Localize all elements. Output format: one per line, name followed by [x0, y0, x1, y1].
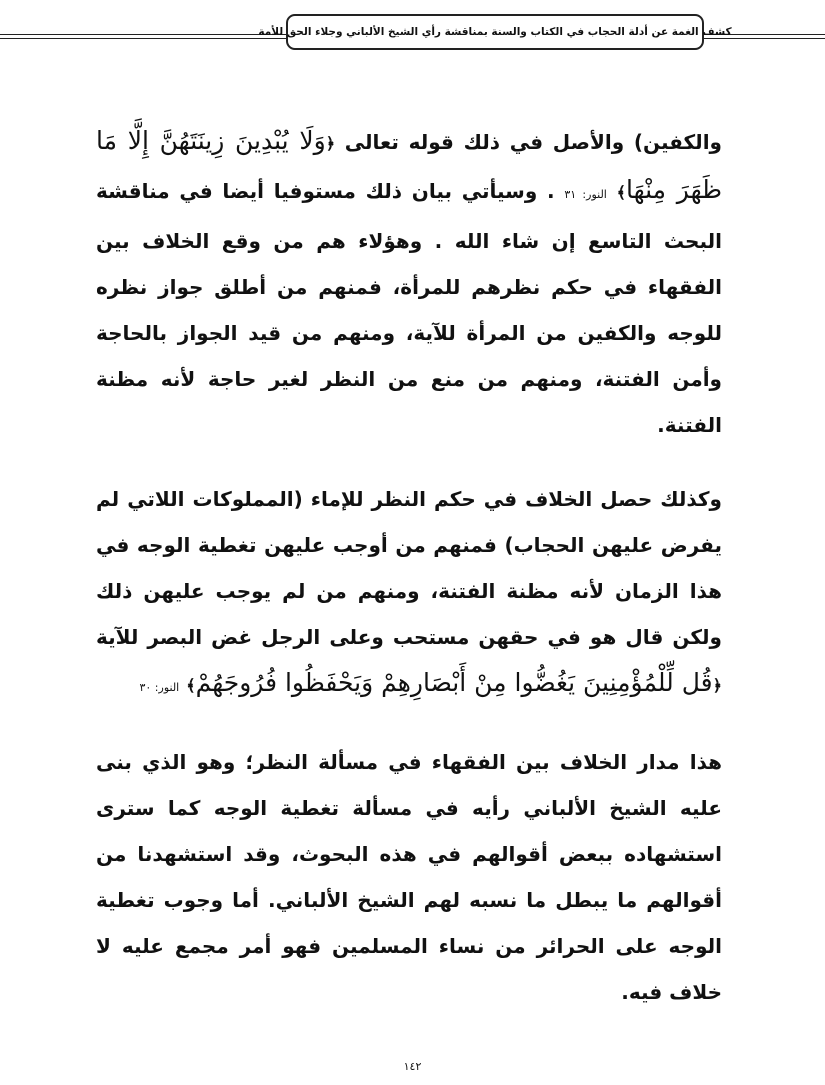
running-header-title: كشف الغمة عن أدلة الحجاب في الكتاب والسنة بمناقشة رأي الشيخ الألباني وجلاء الحق للأمة: [258, 26, 732, 38]
paragraph-2: [96, 476, 722, 711]
running-header: [258, 14, 732, 50]
verse-bracket-open: ﴿: [712, 676, 722, 695]
page-body: [96, 118, 722, 1043]
page-number: ١٤٢: [403, 1060, 422, 1073]
verse-reference: النور: ٣١: [564, 188, 607, 201]
verse-reference: النور: ٣٠: [139, 681, 180, 694]
verse-bracket-close: ﴾: [186, 676, 196, 695]
quran-verse-an-nur-30: قُل لِّلْمُؤْمِنِينَ يَغُضُّوا مِنْ أَبْصَارِهِمْ وَيَحْفَظُوا فُرُوجَهُمْ: [195, 668, 713, 697]
verse-bracket-close: ﴾: [616, 183, 626, 202]
paragraph-3-text: هذا مدار الخلاف بين الفقهاء في مسألة النظر؛ وهو الذي بنى عليه الشيخ الألباني رأيه في مسألة تغطية الوجه كما سترى استشهاده ببعض أقوالهم في هذه البحوث، وقد استشهدنا من أقوالهم ما يبطل ما نسبه لهم الشيخ الألباني. أما وجوب تغطية الوجه على الحرائر من نساء المسلمين فهو أمر مجمع عليه لا خلاف فيه.: [96, 750, 722, 1004]
paragraph-1-text-a: والكفين) والأصل في ذلك قوله تعالى: [344, 130, 722, 154]
paragraph-3: [96, 739, 722, 1015]
verse-bracket-open: ﴿: [325, 134, 336, 153]
paragraph-2-text: وكذلك حصل الخلاف في حكم النظر للإماء (المملوكات اللاتي لم يفرض عليهن الحجاب) فمنهم من أوجب عليهن تغطية الوجه في هذا الزمان لأنه مظنة الفتنة، ومنهم من لم يوجب عليهن ذلك ولكن قال هو في حقهن مستحب وعلى الرجل غض البصر للآية: [96, 487, 722, 649]
paragraph-1-text-b: . وسيأتي بيان ذلك مستوفيا أيضا في مناقشة البحث التاسع إن شاء الله . وهؤلاء هم من وقع الخلاف بين الفقهاء في حكم نظرهم للمرأة، فمنهم من أطلق جواز نظره للوجه والكفين من المرأة للآية، ومنهم من قيد الجواز بالحاجة وأمن الفتنة، ومنهم من منع من النظر لغير حاجة لأنه مظنة الفتنة.: [96, 179, 722, 437]
quran-verse-an-nur-31: وَلَا يُبْدِينَ زِينَتَهُنَّ إِلَّا مَا ظَهَرَ مِنْهَا: [96, 126, 722, 204]
paragraph-1: [96, 118, 722, 448]
